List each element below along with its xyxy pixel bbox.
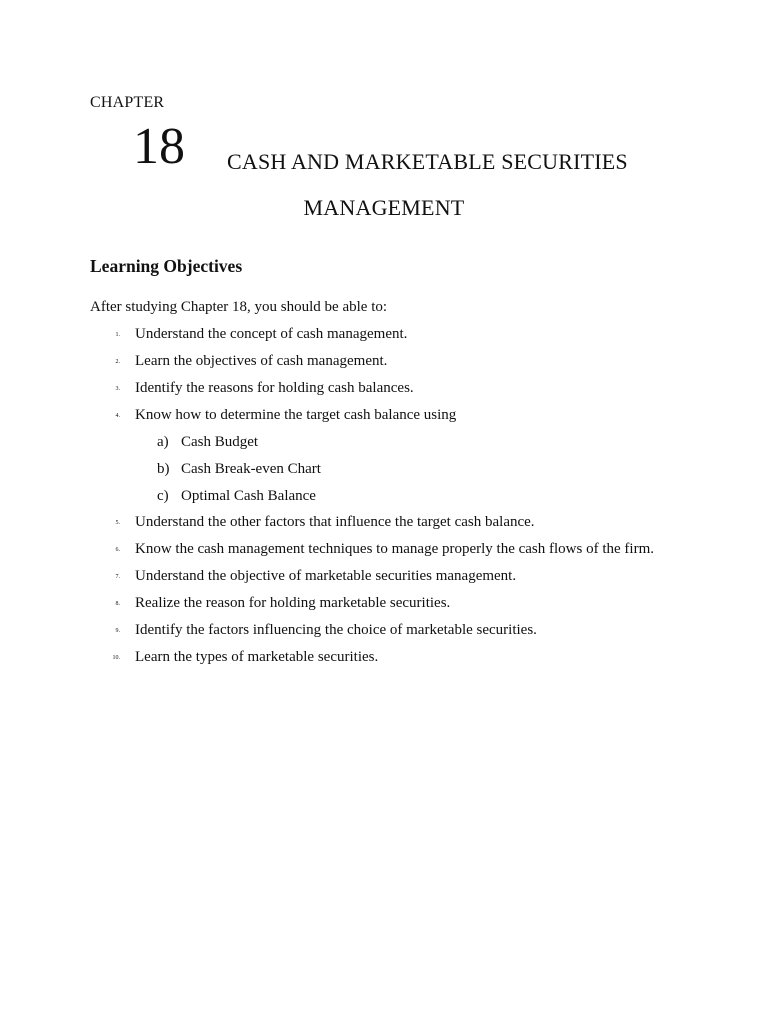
objective-item — [0, 326, 768, 346]
objective-item — [0, 568, 768, 588]
sub-objective-item — [0, 488, 768, 508]
objective-text: Understand the concept of cash management. — [135, 326, 408, 342]
objective-number: 7. — [115, 574, 120, 580]
objective-item — [0, 649, 768, 669]
objective-text: Identify the reasons for holding cash balances. — [135, 380, 414, 396]
objective-item — [0, 407, 768, 427]
chapter-title-line-2: MANAGEMENT — [303, 195, 465, 220]
objective-item — [0, 380, 768, 400]
chapter-label: CHAPTER — [90, 94, 165, 111]
objective-item — [0, 514, 768, 534]
chapter-number: 18 — [133, 118, 185, 175]
objective-number: 6. — [115, 547, 120, 553]
objective-number: 1. — [115, 332, 120, 338]
objective-item — [0, 541, 768, 561]
objective-text: Know the cash management techniques to manage properly the cash flows of the firm. — [135, 541, 655, 557]
objective-item — [0, 353, 768, 373]
objective-text: Identify the factors influencing the choice of marketable securities. — [135, 622, 537, 638]
sub-objective-marker: c) — [157, 488, 169, 504]
sub-objective-text: Cash Break-even Chart — [181, 461, 321, 477]
chapter-title-line-1: CASH AND MARKETABLE SECURITIES — [227, 149, 628, 174]
objective-item — [0, 622, 768, 642]
objective-number: 3. — [115, 386, 120, 392]
sub-objective-item — [0, 434, 768, 454]
objective-text: Understand the objective of marketable securities management. — [135, 568, 517, 584]
objective-number: 9. — [115, 628, 120, 634]
objective-text: Realize the reason for holding marketable securities. — [135, 595, 451, 611]
section-heading: Learning Objectives — [90, 256, 243, 276]
objective-text: Understand the other factors that influence the target cash balance. — [135, 514, 535, 530]
objective-number: 4. — [115, 413, 120, 419]
sub-objective-marker: a) — [157, 434, 169, 450]
sub-objective-text: Cash Budget — [181, 434, 259, 450]
objective-number: 10. — [112, 655, 120, 661]
objective-text: Know how to determine the target cash balance using — [135, 407, 457, 423]
objective-text: Learn the types of marketable securities. — [135, 649, 379, 665]
objective-text: Learn the objectives of cash management. — [135, 353, 388, 369]
objective-number: 8. — [115, 601, 120, 607]
objective-number: 5. — [115, 520, 120, 526]
sub-objective-item — [0, 461, 768, 481]
objective-item — [0, 595, 768, 615]
sub-objective-marker: b) — [157, 461, 170, 477]
objective-number: 2. — [115, 359, 120, 365]
intro-text: After studying Chapter 18, you should be able to: — [90, 299, 388, 315]
sub-objective-text: Optimal Cash Balance — [181, 488, 316, 504]
